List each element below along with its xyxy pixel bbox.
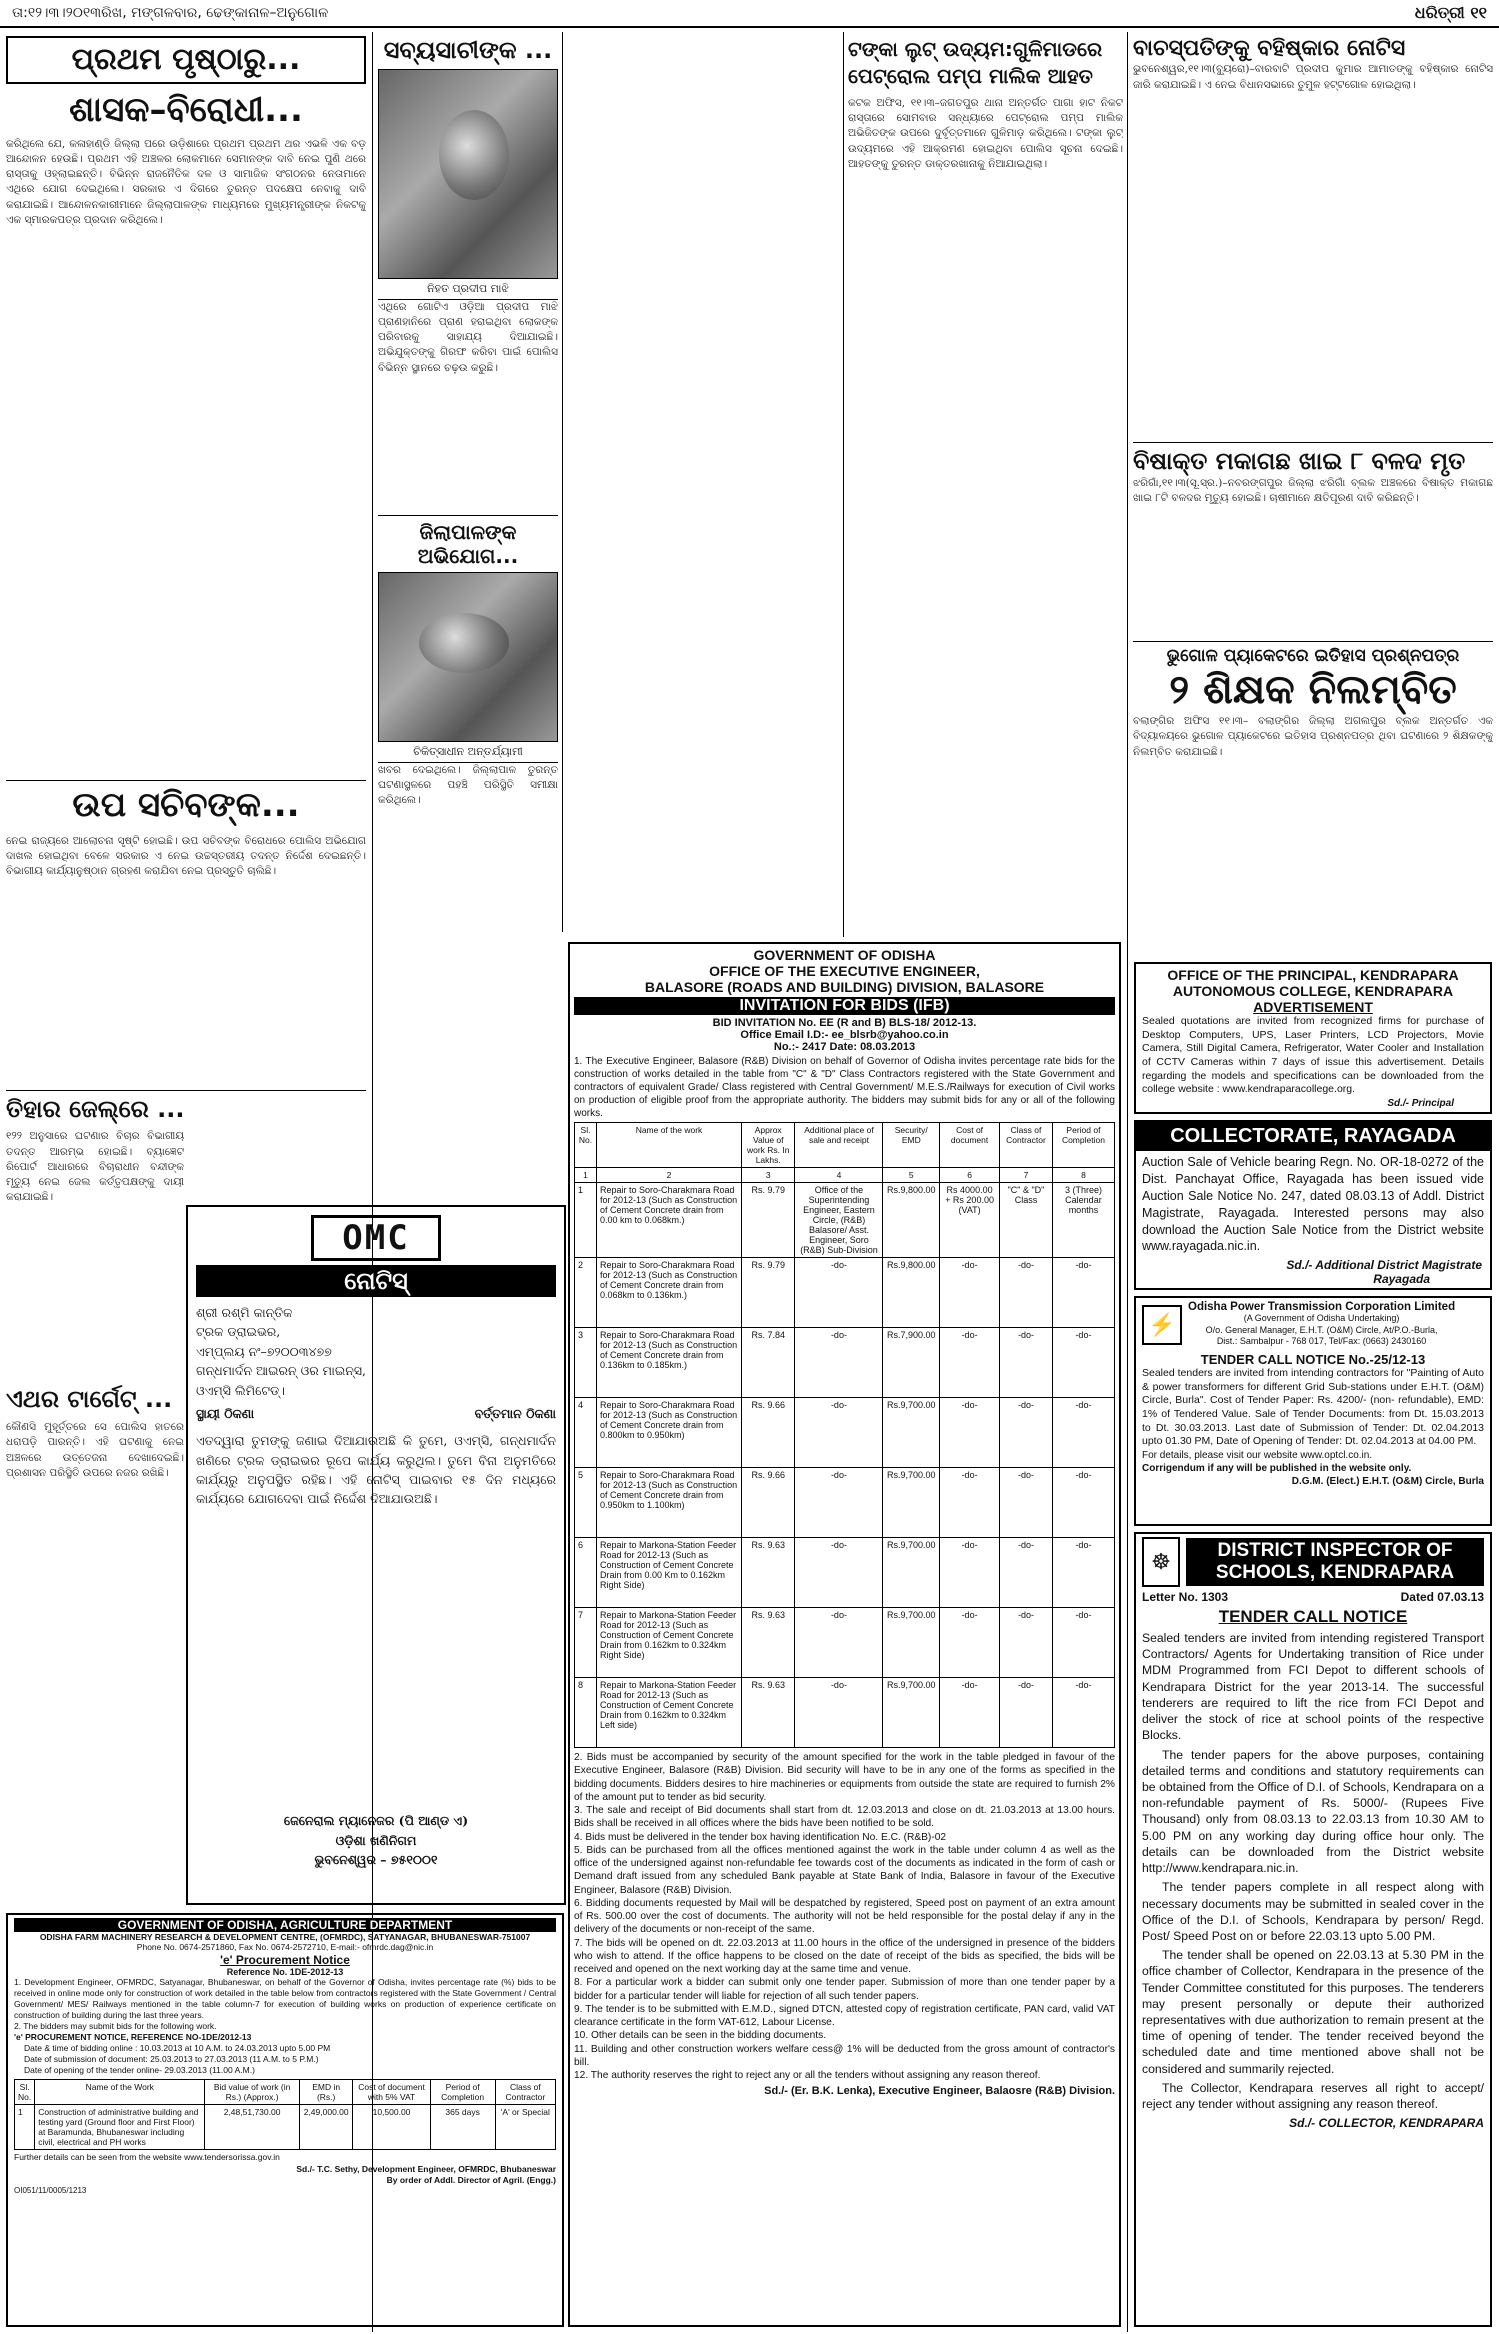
ad-title: TENDER CALL NOTICE No.-25/12-13 bbox=[1200, 1352, 1426, 1368]
office-email: Office Email I.D:- ee_blsrb@yahoo.co.in bbox=[740, 1029, 949, 1041]
table-cell: Repair to Markona-Station Feeder Road for 2012-13 (Such as Construction of Cement Concrete Drain from 0.162km to 0.324km Right Side) bbox=[597, 1608, 742, 1678]
article-kicker: ଭୁଗୋଳ ପ୍ୟାକେଟରେ ଇତିହାସ ପ୍ରଶ୍ନପତ୍ର bbox=[1133, 641, 1493, 666]
article-body: କୌଣସି ମୁହୂର୍ତ୍ତରେ ସେ ପୋଲିସ ହାତରେ ଧରାପଡ଼ି ପାରନ୍ତି। ଏହି ଘଟଣାକୁ ନେଇ ଅଞ୍ଚଳରେ ଉତ୍ତେଜନା ଦେଖାଦେଇଛି। ପ୍ରଶାସନ ପରିସ୍ଥିତି ଉପରେ ନଜର ରଖିଛି। bbox=[6, 1421, 184, 1479]
table-cell: 'A' or Special bbox=[495, 2105, 555, 2150]
ad-title: BALASORE (ROADS AND BUILDING) DIVISION, BALASORE bbox=[644, 979, 1045, 995]
ad-paragraph: The tender shall be opened on 22.03.13 at 5.30 PM in the office chamber of Collector, Kendrapara in the presence of the Tender Committee constituted for this purposes. The tenderers may present personally or depute their authorized representatives with due authorization to remain present at the time of opening of tender. The tender received beyond the scheduled date and time mentioned above shall not be considered and summarily rejected. bbox=[1142, 1948, 1484, 2076]
article-body: ବଲାଙ୍ଗିର ଅଫିସ ୧୧।୩– ବଲାଙ୍ଗିର ଜିଲ୍ଲା ଅଗଲପୁର ବ୍ଲକ ଅନ୍ତର୍ଗତ ଏକ ବିଦ୍ୟାଳୟରେ ଭୁଗୋଳ ପ୍ୟାକେଟରେ ଇତିହାସ ପ୍ରଶ୍ନପତ୍ର ଥିବା ଘଟଣାରେ ୨ ଶିକ୍ଷକଙ୍କୁ ନିଲମ୍ବିତ କରାଯାଇଛି। bbox=[1133, 715, 1493, 758]
column-rule bbox=[1127, 32, 1128, 2332]
ad-subtitle: 'e' Procurement Notice bbox=[220, 1953, 350, 1968]
table-cell: -do- bbox=[1052, 1398, 1114, 1468]
present-address-label: ବର୍ତ୍ତମାନ ଠିକଣା bbox=[474, 1405, 556, 1421]
tower-icon: ⚡ bbox=[1142, 1305, 1182, 1345]
table-header: Name of the Work bbox=[35, 2080, 205, 2105]
ad-title: DISTRICT INSPECTOR OF bbox=[1217, 1540, 1453, 1562]
optcl-header bbox=[1142, 1301, 1484, 1348]
table-cell: 3 (Three) Calendar months bbox=[1052, 1183, 1114, 1258]
ad-body bbox=[1142, 1630, 1484, 2112]
address-headings bbox=[196, 1404, 556, 1423]
article-body: କରିଥିଲେ ଯେ, କଳାହାଣ୍ଡି ଜିଲ୍ଲା ପରେ ଉଡ଼ିଶାରେ ପ୍ରଥମ ପ୍ରଥମ ଥର ଏଭଳି ଏକ ବଡ଼ ଆନ୍ଦୋଳନ ହେଉଛି। ପ୍ରଥମ ଏହି ଅଞ୍ଚଳର ଲୋକମାନେ ସେମାନଙ୍କ ଦାବି ନେଇ ପୁଣି ଥରେ ରାସ୍ତାକୁ ଓହ୍ଲାଇଛନ୍ତି। ବିଭିନ୍ନ ରାଜନୈତିକ ଦଳ ଓ ସାମାଜିକ ସଂଗଠନର ନେତାମାନେ ଏଥିରେ ଯୋଗ ଦେଇଥିଲେ। ସରକାର ଏ ଦିଗରେ ତୁରନ୍ତ ପଦକ୍ଷେପ ନେବାକୁ ଦାବି କରାଯାଇଛି। ଆନ୍ଦୋଳନକାରୀମାନେ ଜିଲ୍ଲାପାଳଙ୍କ ମାଧ୍ୟମରେ ମୁଖ୍ୟମନ୍ତ୍ରୀଙ୍କ ନିକଟକୁ ଏକ ସ୍ମାରକପତ୍ର ପ୍ରଦାନ କରିଥିଲେ। bbox=[6, 137, 366, 226]
ad-note: 5. Bids can be purchased from all the offices mentioned against the work in the table under column 4 as well as the office of the undersigned against non-refundable fee towards cost of the documents as indicated in the form of cash or Demand draft issued from any scheduled Bank payable at State Bank of India, Balasore in favour of the Executive Engineer, Balasore (R&B) Division. bbox=[574, 1844, 1115, 1896]
ad-note: 8. For a particular work a bidder can submit only one tender paper. Submission of more than one tender paper by a bidder for a particular tender will liable for rejection of all such tender papers. bbox=[574, 1977, 1115, 2002]
column-second bbox=[378, 36, 558, 936]
table-header: Period of Completion bbox=[1052, 1123, 1114, 1168]
table-cell: Repair to Soro-Charakmara Road for 2012-13 (Such as Construction of Cement Concrete drain from 0.068km to 0.136km.) bbox=[597, 1258, 742, 1328]
table-cell: Rs. 9.66 bbox=[742, 1398, 795, 1468]
table-cell: -do- bbox=[940, 1398, 1000, 1468]
agriculture-advertisement bbox=[6, 1913, 564, 2327]
table-cell: Rs.7,900.00 bbox=[883, 1328, 940, 1398]
ad-signature: Sd./- T.C. Sethy, Development Engineer, OFMRDC, Bhubaneswar bbox=[296, 2163, 556, 2174]
ad-paragraph: The Collector, Kendrapara reserves all right to accept/ reject any tender without assigning any reason thereof. bbox=[1142, 2080, 1484, 2112]
ad-paragraph: The tender papers for the above purposes, containing detailed terms and conditions and statutory requirements can be obtained from the Office of D.I. of Schools, Kendrapara on a non-refundable payment of Rs. 5000/- (Rupees Five Thousand) only from 08.03.13 to 22.03.13 from 10.30 AM to 5.00 PM on any working day during office hour only. The details can be downloaded from the District website http://www.kendrapara.nic.in. bbox=[1142, 1747, 1484, 1876]
ad-reference: Reference No. 1DE-2012-13 bbox=[226, 1967, 344, 1978]
ad-body: Sealed quotations are invited from recognized firms for purchase of Desktop Computers, UPS, Laser Printers, LCD Projectors, Movie Camera, Still Digital Camera, Refrigerator, Water Cooler and Installation of CCTV Cameras within 7 days of issue this advertisement. Details regarding the models and specifications can be downloaded from the college website : www.kendraparacollege.org. bbox=[1142, 1015, 1484, 1096]
article-headline: ଜିଲାପାଳଙ୍କ ଅଭିଯୋଗ... bbox=[378, 515, 558, 568]
ad-signature: By order of Addl. Director of Agril. (Engg.) bbox=[386, 2174, 556, 2185]
table-row bbox=[575, 1678, 1115, 1748]
ad-note: 6. Bidding documents requested by Mail will be despatched by registered, Speed post on payment of an extra amount of Rs. 500.00 over the cost of documents. The authority will not be held responsible for the postal delay if any in the delivery of the documents or non-receipt of the same. bbox=[574, 1897, 1115, 1936]
table-cell: -do- bbox=[795, 1608, 883, 1678]
ad-note: 12. The authority reserves the right to reject any or all the tenders without assigning any reason thereof. bbox=[574, 2070, 1041, 2081]
addressee-line: ଶ୍ରୀ ରଶ୍ମି କାନ୍ତିକ bbox=[196, 1305, 293, 1320]
table-cell: -do- bbox=[1052, 1608, 1114, 1678]
ad-note: 3. The sale and receipt of Bid documents shall start from dt. 12.03.2013 and close on dt. 21.03.2013 at 13.00 hours. Bids shall be received in all offices where the bids have been notified to be sold. bbox=[574, 1805, 1115, 1830]
table-cell: 6 bbox=[575, 1538, 597, 1608]
ad-notes bbox=[574, 1751, 1115, 2082]
ad-code: OI051/11/0005/1213 bbox=[14, 2185, 87, 2195]
table-cell: Rs. 9.79 bbox=[742, 1258, 795, 1328]
bid-table-body bbox=[575, 1183, 1115, 1748]
table-cell: -do- bbox=[1052, 1538, 1114, 1608]
table-cell: Rs. 7.84 bbox=[742, 1328, 795, 1398]
table-header: Name of the work bbox=[597, 1123, 742, 1168]
org-sub: (A Government of Odisha Undertaking) bbox=[1243, 1313, 1400, 1323]
table-cell: Repair to Soro-Charakmara Road for 2012-13 (Such as Construction of Cement Concrete drain from 0.00 km to 0.068km.) bbox=[597, 1183, 742, 1258]
optcl-org-block bbox=[1188, 1301, 1455, 1348]
table-cell: Rs.9,700.00 bbox=[883, 1538, 940, 1608]
news-photo bbox=[378, 572, 558, 742]
addressee bbox=[196, 1303, 556, 1400]
ad-note: 11. Building and other construction workers welfare cess@ 1% will be deducted from the gross amount of contractor's bill. bbox=[574, 2043, 1115, 2068]
article-headline: ତିହାର ଜେଲ୍‌ରେ ... bbox=[6, 1090, 366, 1124]
table-cell: -do- bbox=[1000, 1678, 1053, 1748]
ad-signature: Sd./- Principal bbox=[1387, 1097, 1454, 1109]
ad-title: ODISHA FARM MACHINERY RESEARCH & DEVELOPMENT CENTRE, (OFMRDC), SATYANAGAR, BHUBANESWAR-751007 bbox=[39, 1932, 531, 1942]
article-headline: ସବ୍ୟସାଚୀଙ୍କ ... bbox=[383, 36, 553, 64]
table-cell: Rs.9,700.00 bbox=[883, 1398, 940, 1468]
page-date-line: ତା:୧୨।୩।୨୦୧୩ରିଖ, ମଙ୍ଗଳବାର, ଢେଙ୍କାନାଳ–ଅନୁଗୋଳ bbox=[12, 5, 329, 21]
signature-line: ଜେନେରାଲ ମ୍ୟାନେଜର (ପି ଆଣ୍ଡ ଏ) bbox=[283, 1813, 469, 1829]
table-cell: Repair to Markona-Station Feeder Road for 2012-13 (Such as Construction of Cement Concrete Drain from 0.162km to 0.324km Left side) bbox=[597, 1678, 742, 1748]
table-row bbox=[15, 2105, 556, 2150]
table-cell: -do- bbox=[1052, 1468, 1114, 1538]
omc-notice-ad bbox=[186, 1205, 566, 1905]
table-cell: Rs. 9.66 bbox=[742, 1468, 795, 1538]
bid-number: BID INVITATION No. EE (R and B) BLS-18/ 2012-13. bbox=[712, 1017, 977, 1029]
article-body: ଭୁବନେଶ୍ୱର,୧୧।୩(ବ୍ୟୁରୋ)–ବାରବାଟି ପ୍ରଦୀପ କୁମାର ଆମାତଙ୍କୁ ବହିଷ୍କାର ନୋଟିସ ଜାରି କରାଯାଇଛି। ଏ ନେଇ ବିଧାନସଭାରେ ତୁମୁଳ ହଟ୍ଟଗୋଳ ହୋଇଥିଲା। bbox=[1133, 63, 1493, 91]
table-cell: 1 bbox=[15, 2105, 35, 2150]
table-cell: "C" & "D" Class bbox=[1000, 1183, 1053, 1258]
news-photo bbox=[378, 69, 558, 279]
first-page-banner: ପ୍ରଥମ ପୃଷ୍ଠାରୁ... bbox=[6, 36, 366, 84]
ad-corrigendum: Corrigendum if any will be published in the website only. bbox=[1142, 1462, 1412, 1474]
table-header: Cost of document with 5% VAT bbox=[353, 2080, 430, 2105]
table-cell: -do- bbox=[1052, 1328, 1114, 1398]
table-cell: -do- bbox=[940, 1328, 1000, 1398]
table-cell: -do- bbox=[1052, 1258, 1114, 1328]
table-cell: 3 bbox=[575, 1328, 597, 1398]
table-cell: -do- bbox=[940, 1258, 1000, 1328]
table-header: Period of Completion bbox=[430, 2080, 495, 2105]
ad-title: INVITATION FOR BIDS (IFB) bbox=[574, 997, 1115, 1015]
table-header: Bid value of work (in Rs.) (Approx.) bbox=[205, 2080, 300, 2105]
table-header: Approx Value of work Rs. In Lakhs. bbox=[742, 1123, 795, 1168]
column-third bbox=[848, 36, 1123, 936]
addressee-line: ଟ୍ରକ ଡ୍ରାଇଭର, bbox=[196, 1324, 281, 1340]
table-cell: Rs. 9.63 bbox=[742, 1608, 795, 1678]
table-cell: 2 bbox=[575, 1258, 597, 1328]
table-row bbox=[575, 1398, 1115, 1468]
table-row bbox=[575, 1328, 1115, 1398]
article-headline: ଟଙ୍କା ଲୁଟ୍ ଉଦ୍ୟମ:ଗୁଳିମାଡରେ ପେଟ୍ରୋଲ ପମ୍ପ ମାଲିକ ଆହତ bbox=[848, 37, 1103, 88]
article-headline: ଶାସକ–ବିରୋଧୀ... bbox=[69, 90, 303, 130]
table-row bbox=[575, 1608, 1115, 1678]
colnum: 4 bbox=[795, 1168, 883, 1183]
table-header: Security/ EMD bbox=[883, 1123, 940, 1168]
article-headline: ୨ ଶିକ୍ଷକ ନିଲମ୍ବିତ bbox=[1169, 667, 1457, 714]
ad-signature: Sd./- Additional District Magistrate bbox=[1286, 1258, 1482, 1273]
table-cell: 4 bbox=[575, 1398, 597, 1468]
ad-signature: Rayagada bbox=[1373, 1272, 1430, 1287]
table-row bbox=[575, 1258, 1115, 1328]
ad-date-line: Date of submission of document: 25.03.2013 to 27.03.2013 (11 A.M. to 5 P.M.) bbox=[24, 2054, 319, 2065]
emblem-icon: ☸ bbox=[1142, 1537, 1180, 1587]
table-cell: Rs.9,700.00 bbox=[883, 1468, 940, 1538]
ad-title: GOVERNMENT OF ODISHA bbox=[753, 947, 936, 963]
ad-title: AUTONOMOUS COLLEGE, KENDRAPARA bbox=[1172, 983, 1454, 999]
letter-info bbox=[1142, 1590, 1484, 1604]
article-headline: ବିଷାକ୍ତ ମକାଗଛ ଖାଇ ୮ ବଳଦ ମୃତ bbox=[1133, 442, 1493, 476]
article-body: କଟକ ଅଫିସ, ୧୧।୩–ଜଗତପୁର ଥାନା ଅନ୍ତର୍ଗତ ପାଗା ହାଟ ନିକଟ ରାସ୍ତାରେ ସୋମବାର ସନ୍ଧ୍ୟାରେ ପେଟ୍ରୋଲ ପମ୍ପ ମାଲିକ ଅଭିଜିତଙ୍କ ଉପରେ ଦୁର୍ବୃତ୍ତମାନେ ଗୁଳିମାଡ଼ କରିଥିଲେ। ଟଙ୍କା ଲୁଟ୍ ଉଦ୍ୟମରେ ଏହି ଆକ୍ରମଣ ହୋଇଥିବା ପୋଲିସ ସୂଚନା ଦେଇଛି। ଆହତଙ୍କୁ ତୁରନ୍ତ ଡାକ୍ତରଖାନାକୁ ନିଆଯାଇଥିଲା। bbox=[848, 97, 1123, 170]
table-colnum-row bbox=[575, 1168, 1115, 1183]
table-cell: -do- bbox=[795, 1538, 883, 1608]
table-cell: Repair to Soro-Charakmara Road for 2012-13 (Such as Construction of Cement Concrete drain from 0.950km to 1.100km) bbox=[597, 1468, 742, 1538]
table-cell: -do- bbox=[795, 1468, 883, 1538]
ad-paragraph: 1. Development Engineer, OFMRDC, Satyanagar, Bhubaneswar, on behalf of the Governor of Odisha, invites percentage rate (%) bids to be received in online mode only for construction of work detailed in the table below from contractors registered with the State Government / Central Government/ MES/ Railways mentioned in the table column-7 for execution of building works on production of experience certificate on construction of building during the last three years. bbox=[14, 1977, 556, 2021]
page-header bbox=[0, 0, 1499, 28]
table-row bbox=[575, 1538, 1115, 1608]
colnum: 5 bbox=[883, 1168, 940, 1183]
table-cell: -do- bbox=[940, 1678, 1000, 1748]
ad-body: Sealed tenders are invited from intending contractors for "Painting of Auto & power transformers for different Grid Sub-stations under E.H.T. (O&M) Circle, Burla". Cost of Tender Paper: Rs. 4200/- (non- refundable), EMD: 1% of Tendered Value. Sale of Tender Documents: from Dt. 15.03.2013 to Dt. 30.03.2013. Last date of Submission of Tender: Dt. 02.04.2013 upto 01.30 PM, Date of Opening of Tender: Dt. 02.04.2013 at 04.00 PM. bbox=[1142, 1367, 1484, 1448]
table-cell: Rs. 9.63 bbox=[742, 1678, 795, 1748]
agri-bid-table bbox=[14, 2079, 556, 2150]
table-header: Class of Contractor bbox=[495, 2080, 555, 2105]
article-body: ଖବର ଦେଇଥିଲେ। ଜିଲ୍ଲାପାଳ ତୁରନ୍ତ ଘଟଣାସ୍ଥଳରେ ପହଞ୍ଚି ପରିସ୍ଥିତି ସମୀକ୍ଷା କରିଥିଲେ। bbox=[378, 763, 558, 807]
table-cell: 8 bbox=[575, 1678, 597, 1748]
table-cell: -do- bbox=[940, 1608, 1000, 1678]
table-cell: 7 bbox=[575, 1608, 597, 1678]
article-headline: ବାଚସ୍ପତିଙ୍କୁ ବହିଷ୍କାର ନୋଟିସ bbox=[1133, 36, 1406, 61]
ad-title: OFFICE OF THE EXECUTIVE ENGINEER, bbox=[709, 963, 980, 979]
table-cell: Repair to Soro-Charakmara Road for 2012-13 (Such as Construction of Cement Concrete drain from 0.136km to 0.185km.) bbox=[597, 1328, 742, 1398]
ad-title: OFFICE OF THE PRINCIPAL, KENDRAPARA bbox=[1167, 967, 1459, 983]
table-cell: -do- bbox=[1000, 1258, 1053, 1328]
table-row bbox=[575, 1468, 1115, 1538]
org-address: Dist.: Sambalpur - 768 017, Tel/Fax: (0663) 2430160 bbox=[1216, 1336, 1427, 1347]
ad-paragraph: 'e' PROCUREMENT NOTICE, REFERENCE NO-1DE/2012-13 bbox=[14, 2032, 252, 2043]
table-row bbox=[575, 1183, 1115, 1258]
ad-title: COLLECTORATE, RAYAGADA bbox=[1136, 1122, 1490, 1151]
table-cell: Rs. 9.79 bbox=[742, 1183, 795, 1258]
table-cell: -do- bbox=[795, 1328, 883, 1398]
table-cell: -do- bbox=[1000, 1398, 1053, 1468]
article-body: ଏଥିରେ ଗୋଟିଏ ଓଡ଼ିଆ ପ୍ରଦୀପ ମାଝି ପ୍ରାଣହାନିରେ ପ୍ରାଣ ହରାଇଥିବା ଲୋକଙ୍କ ପରିବାରକୁ ସାହାଯ୍ୟ ଦିଆଯାଇଛି। ଅଭିଯୁକ୍ତଙ୍କୁ ଗିରଫ କରିବା ପାଇଁ ପୋଲିସ ବିଭିନ୍ନ ସ୍ଥାନରେ ଚଢ଼ଉ କରୁଛି। bbox=[378, 300, 558, 374]
table-cell: Rs.9,700.00 bbox=[883, 1608, 940, 1678]
table-cell: -do- bbox=[1000, 1538, 1053, 1608]
table-cell: 2,48,51,730.00 bbox=[205, 2105, 300, 2150]
table-cell: Rs 4000.00 + Rs 200.00 (VAT) bbox=[940, 1183, 1000, 1258]
table-cell: -do- bbox=[1000, 1608, 1053, 1678]
ad-signature: Sd./- (Er. B.K. Lenka), Executive Engineer, Balaosre (R&B) Division. bbox=[764, 2085, 1115, 2098]
table-header: EMD in (Rs.) bbox=[299, 2080, 352, 2105]
table-cell: Rs.9,700.00 bbox=[883, 1678, 940, 1748]
addressee-line: ଓଏମ୍‌ସି ଲିମିଟେଡ୍। bbox=[196, 1382, 285, 1398]
org-name: Odisha Power Transmission Corporation Limited bbox=[1188, 1301, 1456, 1313]
table-header-row bbox=[15, 2080, 556, 2105]
colnum: 3 bbox=[742, 1168, 795, 1183]
ad-paragraph: The tender papers complete in all respect along with necessary documents may be submitted in sealed cover in the Office of the D.I. of Schools, Kendrapara by person/ Regd. Post/ Speed Post on or before 22.03.13 upto 5.00 PM. bbox=[1142, 1880, 1484, 1943]
table-cell: -do- bbox=[795, 1398, 883, 1468]
table-cell: Construction of administrative building and testing yard (Ground floor and First Floor) at Baramunda, Bhubaneswar including civil, electrical and PH works bbox=[35, 2105, 205, 2150]
optcl-tender-advertisement bbox=[1134, 1296, 1492, 1526]
ad-date-line: Date of opening of the tender online- 29.03.2013 (11.00 A.M.) bbox=[24, 2065, 255, 2076]
table-cell: 2,49,000.00 bbox=[299, 2105, 352, 2150]
ad-intro: 1. The Executive Engineer, Balasore (R&B) Division on behalf of Governor of Odisha invites percentage rate bids for the construction of works detailed in the table from "C" & "D" Class Contractors registered with the State Government and contractors of equivalent Grade/ Class registered with Central Government/ M.E.S./Railways for execution of Civil works on production of eligible proof from the appropriate authority. The bidders may submit bids for any or all of the following works. bbox=[574, 1056, 1115, 1119]
ad-note: 7. The bids will be opened on dt. 22.03.2013 at 11.00 hours in the office of the undersigned in presence of the bidders who wish to attend. If the office happens to be closed on the date of receipt of the bids as specified, the bids will be received and opened on the next working day at the same time and venue. bbox=[574, 1937, 1115, 1975]
article-headline: ଏଥର ଟାର୍ଗେଟ୍ ... bbox=[6, 1385, 173, 1414]
notice-body: ଏତଦ୍ୱାରା ତୁମଙ୍କୁ ଜଣାଇ ଦିଆଯାଉଅଛି କି ତୁମେ, ଓଏମ୍‌ସି, ଗନ୍ଧମାର୍ଦନ ଖଣିରେ ଟ୍ରକ ଡ୍ରାଇଭର ରୂପେ କାର୍ଯ୍ୟ କରୁଥିଲ। ତୁମେ ବିନା ଅନୁମତିରେ କାର୍ଯ୍ୟରୁ ଅନୁପସ୍ଥିତ ରହିଛ। ଏହି ନୋଟିସ୍ ପାଇବାର ୧୫ ଦିନ ମଧ୍ୟରେ କାର୍ଯ୍ୟରେ ଯୋଗଦେବା ପାଇଁ ନିର୍ଦ୍ଦେଶ ଦିଆଯାଉଅଛି। bbox=[196, 1433, 556, 1507]
colnum: 1 bbox=[575, 1168, 597, 1183]
table-cell: -do- bbox=[1052, 1678, 1114, 1748]
article-body: ଝରିଗାଁ,୧୧।୩(ସୂ.ସ୍ର.)–ନବରଙ୍ଗପୁର ଜିଲ୍ଲା ଝରିଗାଁ ବ୍ଲକ ଅଞ୍ଚଳରେ ବିଷାକ୍ତ ମକାଗଛ ଖାଇ ୮ଟି ବଳଦର ମୃତ୍ୟୁ ହୋଇଛି। ଚାଷୀମାନେ କ୍ଷତିପୂରଣ ଦାବି କରିଛନ୍ତି। bbox=[1133, 477, 1493, 505]
table-cell: 365 days bbox=[430, 2105, 495, 2150]
article-headline: ଉପ ସଚିବଙ୍କ... bbox=[6, 780, 366, 826]
colnum: 2 bbox=[597, 1168, 742, 1183]
table-cell: -do- bbox=[940, 1468, 1000, 1538]
letter-number: Letter No. 1303 bbox=[1142, 1590, 1229, 1604]
column-rule bbox=[562, 32, 563, 932]
colnum: 7 bbox=[1000, 1168, 1053, 1183]
table-header: Class of Contractor bbox=[1000, 1123, 1053, 1168]
omc-logo: OMC bbox=[311, 1215, 441, 1261]
table-cell: Repair to Soro-Charakmara Road for 2012-13 (Such as Construction of Cement Concrete drain from 0.800km to 0.950km) bbox=[597, 1398, 742, 1468]
table-cell: -do- bbox=[1000, 1468, 1053, 1538]
principal-advertisement bbox=[1134, 962, 1492, 1114]
colnum: 8 bbox=[1052, 1168, 1114, 1183]
notice-signature bbox=[196, 1811, 556, 1869]
ad-title: GOVERNMENT OF ODISHA, AGRICULTURE DEPARTMENT bbox=[14, 1918, 556, 1932]
ad-paragraph: Sealed tenders are invited from intending registered Transport Contractors/ Agents for Undertaking transition of Rice under MDM Programmed from FCI Depot to different schools of Kendrapara District for the year 2013-14. The successful tenderers are required to lift the rice from FCI Depot and deliver the stock of rice at school points of the respective Blocks. bbox=[1142, 1631, 1484, 1743]
table-header: Sl. No. bbox=[575, 1123, 597, 1168]
table-header: Sl. No. bbox=[15, 2080, 35, 2105]
ad-title: SCHOOLS, KENDRAPARA bbox=[1215, 1562, 1455, 1583]
notice-number: No.:- 2417 Date: 08.03.2013 bbox=[773, 1041, 916, 1053]
table-cell: Repair to Markona-Station Feeder Road for 2012-13 (Such as Construction of Cement Concrete Drain from 0.00 Km to 0.162km Right Side) bbox=[597, 1538, 742, 1608]
ad-paragraph: 2. The bidders may submit bids for the following work. bbox=[14, 2021, 217, 2032]
table-cell: Rs.9,800.00 bbox=[883, 1258, 940, 1328]
photo-caption: ନିହତ ପ୍ରଦୀପ ମାଝି bbox=[378, 279, 558, 300]
table-cell: Office of the Superintending Engineer, Eastern Circle, (R&B) Balasore/ Asst. Engineer, Soro (R&B) Sub-Division bbox=[795, 1183, 883, 1258]
table-cell: -do- bbox=[795, 1258, 883, 1328]
person-face bbox=[419, 613, 509, 673]
ad-website: For details, please visit our website www.optcl.co.in. bbox=[1142, 1449, 1373, 1461]
table-header-row bbox=[575, 1123, 1115, 1168]
ad-note: 10. Other details can be seen in the bidding documents. bbox=[574, 2030, 827, 2042]
dis-header bbox=[1142, 1537, 1484, 1587]
collectorate-advertisement bbox=[1134, 1120, 1492, 1290]
permanent-address-label: ସ୍ଥାୟୀ ଠିକଣା bbox=[196, 1405, 255, 1421]
org-address: O/o. General Manager, E.H.T. (O&M) Circle, At/P.O.-Burla, bbox=[1205, 1324, 1438, 1335]
ad-date-line: Date & time of bidding online : 10.03.2013 at 10 A.M. to 24.03.2013 upto 5.00 PM bbox=[24, 2043, 331, 2054]
table-cell: -do- bbox=[795, 1678, 883, 1748]
page-number: ଧରିତ୍ରୀ ୧୧ bbox=[1414, 3, 1487, 22]
ad-signature: Sd./- COLLECTOR, KENDRAPARA bbox=[1289, 2116, 1484, 2131]
ad-note: 9. The tender is to be submitted with E.M.D., signed DTCN, attested copy of registration certificate, PAN card, valid VAT clearance certificate in the form VAT-612, Labour License. bbox=[574, 2003, 1115, 2028]
ad-note: 4. Bids must be delivered in the tender box having identification No. E.C. (R&B)-02 bbox=[574, 1831, 947, 1843]
letter-date: Dated 07.03.13 bbox=[1400, 1590, 1484, 1604]
table-cell: 5 bbox=[575, 1468, 597, 1538]
bid-table bbox=[574, 1122, 1115, 1748]
table-cell: 10,500.00 bbox=[353, 2105, 430, 2150]
colnum: 6 bbox=[940, 1168, 1000, 1183]
ifb-advertisement bbox=[568, 942, 1121, 2327]
table-cell: 1 bbox=[575, 1183, 597, 1258]
person-face bbox=[439, 110, 509, 200]
article-body: ନେଇ ରାଜ୍ୟରେ ଆଲୋଚନା ସୃଷ୍ଟି ହୋଇଛି। ଉପ ସଚିବଙ୍କ ବିରୋଧରେ ପୋଲିସ ଅଭିଯୋଗ ଦାଖଲ ହୋଇଥିବା ବେଳେ ସରକାର ଏ ନେଇ ଉଚ୍ଚସ୍ତରୀୟ ତଦନ୍ତ ନିର୍ଦ୍ଦେଶ ଦେଇଛନ୍ତି। ବିଭାଗୀୟ କାର୍ଯ୍ୟାନୁଷ୍ଠାନ ଗ୍ରହଣ କରାଯିବା ନେଇ ପ୍ରସ୍ତୁତି ଚାଲିଛି। bbox=[6, 834, 366, 878]
table-cell: -do- bbox=[1000, 1328, 1053, 1398]
article-body: ୧୨୨ ଅନୁସାରେ ଘଟଣାର ବିଚାର ବିଭାଗୀୟ ତଦନ୍ତ ଆରମ୍ଭ ହୋଇଛି। ବ୍ୟାଜ୍ଞେଟ ରିପୋର୍ଟ ଆଧାରରେ ବିଚାରାଧୀନ ବନ୍ଦୀଙ୍କ ମୃତ୍ୟୁ ନେଇ ଜେଲ କର୍ତ୍ତୃପକ୍ଷଙ୍କୁ ଦାୟୀ କରାଯାଇଛି। bbox=[6, 1130, 184, 1204]
ad-website: Further details can be seen from the website www.tendersorissa.gov.in bbox=[14, 2152, 280, 2163]
table-cell: Rs.9,800.00 bbox=[883, 1183, 940, 1258]
table-cell: -do- bbox=[940, 1538, 1000, 1608]
table-header: Cost of document bbox=[940, 1123, 1000, 1168]
ad-note: 2. Bids must be accompanied by security of the amount specified for the work in the table pledged in favour of the Executive Engineer, Balasore (R&B) Division. Bid security will have to be in any one of the forms as specified in the bidding documents. Bidders desires to hire machineries or equipments from outside the state are required to furnish 2% of the amount put to tender as bid security. bbox=[574, 1752, 1115, 1803]
dis-tender-advertisement bbox=[1134, 1532, 1492, 2327]
ad-signature: D.G.M. (Elect.) E.H.T. (O&M) Circle, Burla bbox=[1291, 1475, 1484, 1487]
addressee-line: ଏମ୍‌ପ୍ଲୟ ନଂ–୭୨୦୦୩୪୭୭ bbox=[196, 1343, 332, 1359]
photo-caption: ଚିକିତ୍ସାଧୀନ ଅନ୍ତର୍ଯ୍ୟାମୀ bbox=[378, 742, 558, 763]
table-header: Additional place of sale and receipt bbox=[795, 1123, 883, 1168]
ad-body: Auction Sale of Vehicle bearing Regn. No. OR-18-0272 of the Dist. Panchayat Office, Rayagada has been issued vide Auction Sale Notice No. 247, dated 08.03.13 of Addl. District Magistrate, Rayagada. Interested persons may also download the Auction Sale Notice from the District website www.rayagada.nic.in. bbox=[1142, 1155, 1484, 1254]
column-rule bbox=[843, 32, 844, 937]
notice-title: ନୋଟିସ୍ bbox=[196, 1265, 556, 1297]
ad-phone: Phone No. 0674-2571860, Fax No. 0674-2572710, E-mail:- ofmrdc.dag@nic.in bbox=[136, 1942, 434, 1952]
table-cell: Rs. 9.63 bbox=[742, 1538, 795, 1608]
ad-title-block bbox=[1186, 1538, 1484, 1586]
addressee-line: ଗନ୍ଧମାର୍ଦନ ଆଇରନ୍ ଓର ମାଇନ୍‌ସ, bbox=[196, 1363, 367, 1379]
ad-subtitle: ADVERTISEMENT bbox=[1253, 999, 1373, 1015]
signature-line: ଓଡ଼ିଶା ଖଣିନିଗମ bbox=[335, 1832, 417, 1848]
ad-subtitle: TENDER CALL NOTICE bbox=[1218, 1607, 1408, 1626]
signature-line: ଭୁବନେଶ୍ୱର – ୭୫୧୦୦୧ bbox=[314, 1852, 438, 1867]
